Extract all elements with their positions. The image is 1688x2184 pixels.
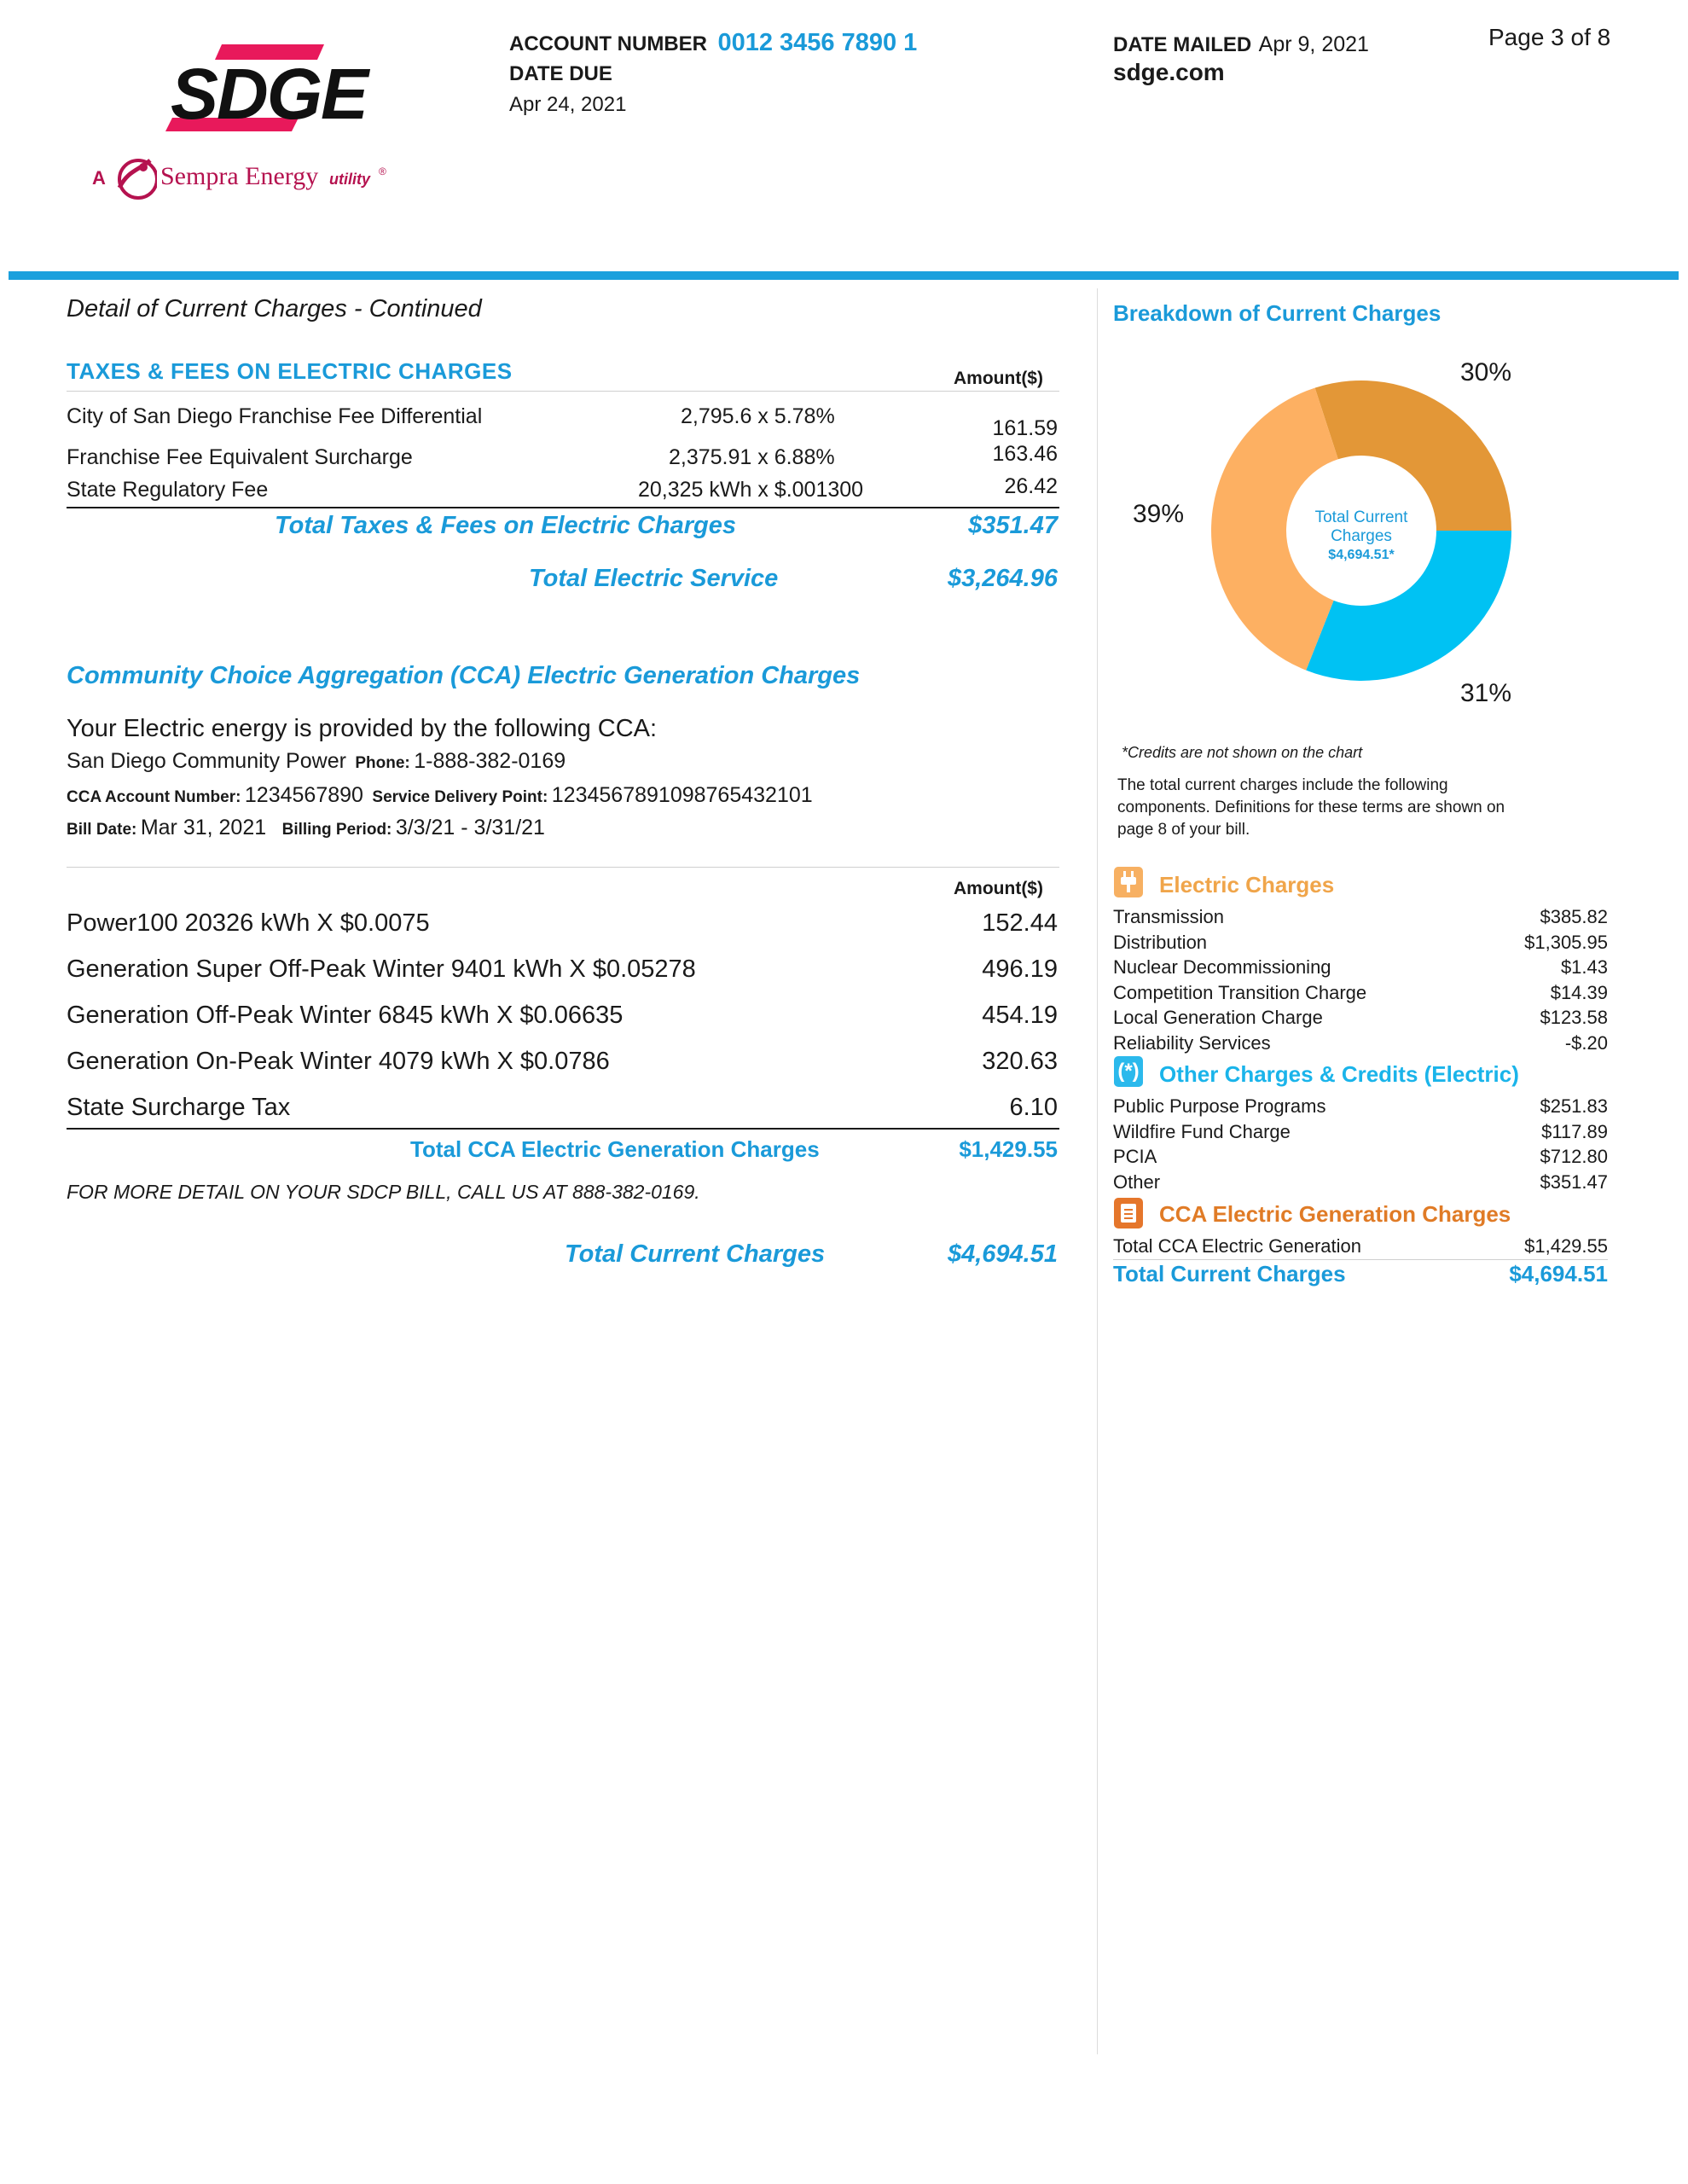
- donut-center-value: $4,694.51*: [1328, 548, 1395, 562]
- credits-note: *Credits are not shown on the chart: [1122, 744, 1363, 761]
- total-taxes-label: Total Taxes & Fees on Electric Charges: [275, 512, 736, 539]
- breakdown-item-label: Reliability Services: [1113, 1032, 1271, 1054]
- components-note: The total current charges include the following components. Definitions for these terms are shown on page 8 of your bill.: [1117, 776, 1505, 839]
- cca-row-amount: 454.19: [982, 1002, 1058, 1029]
- cca-breakdown-heading: CCA Electric Generation Charges: [1159, 1201, 1511, 1227]
- breakdown-item-value: $351.47: [1540, 1170, 1608, 1193]
- tagline-a: A: [92, 167, 106, 189]
- breakdown-item-value: -$.20: [1564, 1032, 1608, 1054]
- sempra-runner-icon: [113, 154, 157, 205]
- column-divider: [1097, 288, 1098, 2054]
- tagline-company: Sempra Energy: [160, 162, 319, 190]
- date-due-label: DATE DUE: [509, 62, 612, 85]
- breakdown-item-value: $117.89: [1541, 1120, 1608, 1142]
- breakdown-item-label: Distribution: [1113, 931, 1208, 953]
- breakdown-heading: Breakdown of Current Charges: [1113, 300, 1441, 326]
- cca-provider-line: [67, 749, 566, 774]
- sdge-logo: [162, 36, 368, 138]
- cca-row-amount: 152.44: [982, 909, 1058, 937]
- cca-row-label: Power100 20326 kWh X $0.0075: [67, 909, 430, 937]
- tagline-utility: utility: [329, 171, 370, 188]
- slice-label-cca: 31%: [1460, 679, 1512, 707]
- page-title: Detail of Current Charges - Continued: [67, 295, 482, 322]
- breakdown-item-value: $1.43: [1560, 956, 1608, 979]
- cca-amount-header: Amount($): [954, 879, 1043, 898]
- cca-account-line: [67, 783, 813, 808]
- slice-label-other: 39%: [1133, 500, 1185, 528]
- cca-phone: 1-888-382-0169: [414, 749, 566, 773]
- account-number-label: ACCOUNT NUMBER: [509, 32, 707, 55]
- cca-row-amount: 6.10: [1009, 1094, 1058, 1121]
- breakdown-item-value: $385.82: [1540, 906, 1608, 927]
- cca-total-rule: [67, 1128, 1059, 1130]
- cca-sdp: 1234567891098765432101: [551, 783, 813, 807]
- breakdown-total-label: Total Current Charges: [1113, 1261, 1346, 1287]
- taxes-header-rule: [67, 391, 1059, 392]
- donut-center-label: [1293, 508, 1430, 565]
- breakdown-item-value: $14.39: [1550, 981, 1608, 1003]
- breakdown-item-label: Local Generation Charge: [1113, 1007, 1323, 1029]
- tax-amount: 161.59: [992, 416, 1058, 440]
- other-heading: Other Charges & Credits (Electric): [1159, 1061, 1519, 1087]
- cca-row-label: Generation Off-Peak Winter 6845 kWh X $0.06635: [67, 1002, 624, 1029]
- cca-more-detail: FOR MORE DETAIL ON YOUR SDCP BILL, CALL US AT 888-382-0169.: [67, 1181, 700, 1203]
- electric-heading: Electric Charges: [1159, 872, 1335, 897]
- cca-account-label: CCA Account Number:: [67, 788, 241, 806]
- page-indicator: Page 3 of 8: [1488, 24, 1611, 50]
- account-number: 0012 3456 7890 1: [717, 29, 918, 56]
- tax-amount: 163.46: [992, 442, 1058, 466]
- taxes-heading: TAXES & FEES ON ELECTRIC CHARGES: [67, 358, 513, 384]
- breakdown-item-label: Other: [1113, 1170, 1161, 1193]
- breakdown-item-value: $1,305.95: [1524, 931, 1608, 953]
- breakdown-item-value: $123.58: [1540, 1007, 1608, 1029]
- cca-bill-date: Mar 31, 2021: [140, 816, 267, 839]
- breakdown-item-label: Public Purpose Programs: [1113, 1095, 1326, 1117]
- donut-center-line2: Charges: [1331, 527, 1392, 545]
- sempra-tagline: [92, 154, 399, 205]
- cca-row-amount: 496.19: [982, 956, 1058, 983]
- header-divider: [9, 271, 1679, 280]
- breakdown-item-value: $251.83: [1540, 1095, 1608, 1117]
- tax-label: Franchise Fee Equivalent Surcharge: [67, 445, 413, 469]
- date-due: Apr 24, 2021: [509, 93, 627, 116]
- cca-provided-by: Your Electric energy is provided by the following CCA:: [67, 715, 658, 742]
- breakdown-item-label: Total CCA Electric Generation: [1113, 1235, 1362, 1257]
- grand-total-value: $4,694.51: [947, 1240, 1058, 1268]
- cca-row-label: Generation Super Off-Peak Winter 9401 kWh X $0.05278: [67, 956, 696, 983]
- breakdown-total-rule: [1113, 1259, 1608, 1260]
- cca-row-label: State Surcharge Tax: [67, 1094, 291, 1121]
- cca-phone-label: Phone:: [355, 754, 410, 772]
- breakdown-item-label: Competition Transition Charge: [1113, 981, 1367, 1003]
- tagline-registered: ®: [379, 166, 386, 177]
- breakdown-item-value: $1,429.55: [1524, 1235, 1608, 1257]
- breakdown-item-label: Nuclear Decommissioning: [1113, 956, 1331, 979]
- plug-icon: [1114, 867, 1143, 897]
- cca-bill-line: [67, 816, 545, 840]
- cca-heading: Community Choice Aggregation (CCA) Electric Generation Charges: [67, 662, 861, 689]
- breakdown-item-label: PCIA: [1113, 1146, 1157, 1168]
- donut-center-line1: Total Current: [1314, 508, 1408, 526]
- cca-provider-name: San Diego Community Power: [67, 749, 346, 773]
- breakdown-total-value: $4,694.51: [1509, 1261, 1608, 1287]
- account-block: [509, 29, 987, 117]
- cca-billing-period: 3/3/21 - 3/31/21: [395, 816, 545, 839]
- breakdown-item-label: Transmission: [1113, 906, 1224, 927]
- tax-calc: 20,325 kWh x $.001300: [638, 478, 864, 502]
- cca-total-value: $1,429.55: [959, 1136, 1058, 1162]
- tax-calc: 2,375.91 x 6.88%: [669, 445, 835, 469]
- cca-account: 1234567890: [244, 783, 363, 807]
- date-mailed: Apr 9, 2021: [1258, 32, 1369, 56]
- cca-bill-date-label: Bill Date:: [67, 821, 137, 839]
- taxes-amount-header: Amount($): [954, 369, 1043, 388]
- tax-label: State Regulatory Fee: [67, 478, 269, 502]
- total-electric-label: Total Electric Service: [529, 565, 779, 592]
- tax-calc: 2,795.6 x 5.78%: [681, 404, 835, 428]
- cca-total-label: Total CCA Electric Generation Charges: [410, 1136, 820, 1162]
- breakdown-item-value: $712.80: [1540, 1146, 1608, 1168]
- tax-amount: 26.42: [1004, 474, 1058, 498]
- grand-total-label: Total Current Charges: [565, 1240, 826, 1268]
- slice-label-electric: 30%: [1460, 358, 1512, 386]
- cca-billing-period-label: Billing Period:: [281, 821, 392, 839]
- website-link[interactable]: sdge.com: [1113, 59, 1225, 85]
- cca-header-rule: [67, 867, 1059, 868]
- date-mailed-label: DATE MAILED: [1113, 33, 1252, 56]
- total-taxes-value: $351.47: [968, 512, 1058, 539]
- mailed-block: [1113, 32, 1454, 86]
- cca-row-label: Generation On-Peak Winter 4079 kWh X $0.0786: [67, 1048, 610, 1075]
- total-electric-value: $3,264.96: [947, 565, 1058, 592]
- cca-row-amount: 320.63: [982, 1048, 1058, 1075]
- taxes-total-rule: [67, 507, 1059, 508]
- cca-sdp-label: Service Delivery Point:: [372, 788, 548, 806]
- asterisk-icon: (*): [1114, 1056, 1143, 1087]
- tax-label: City of San Diego Franchise Fee Differential: [67, 404, 483, 428]
- sdge-wordmark: SDGE: [171, 54, 368, 134]
- breakdown-donut-chart: [1109, 341, 1569, 717]
- document-icon: [1114, 1198, 1143, 1228]
- breakdown-item-label: Wildfire Fund Charge: [1113, 1120, 1291, 1142]
